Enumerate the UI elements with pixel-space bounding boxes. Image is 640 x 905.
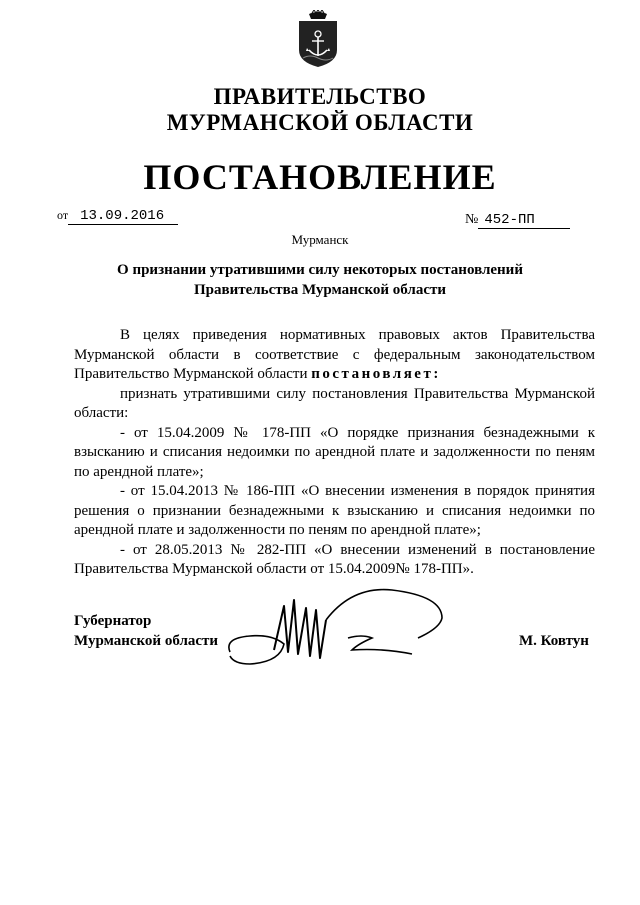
government-name-line1: ПРАВИТЕЛЬСТВО <box>213 84 427 109</box>
signatory-name: М. Ковтун <box>519 633 589 649</box>
repealed-item-2: - от 15.04.2013 № 186-ПП «О внесении изменения в порядок принятия решения о признании безнадежными к взысканию и списания недоимки по арендной плате и задолженности по пеням по арендной плате»; <box>74 483 595 538</box>
handwritten-signature <box>222 580 462 680</box>
resolves-word: постановляет: <box>311 366 441 382</box>
date-label: от <box>57 208 69 222</box>
number-label: № <box>465 212 479 227</box>
number-block <box>465 210 570 229</box>
document-date: 13.09.2016 <box>68 208 178 225</box>
signatory-title-line1: Губернатор <box>74 613 152 629</box>
repealed-item-3: - от 28.05.2013 № 282-ПП «О внесении изменений в постановление Правительства Мурманской области от 15.04.2009№ 178-ПП». <box>74 541 595 577</box>
preamble-text: В целях приведения нормативных правовых актов Правительства Мурманской области в соответствие с федеральным законодательством Правительство Мурманской области <box>74 327 595 382</box>
resolution-paragraph: признать утратившими силу постановления Правительства Мурманской области: <box>74 385 595 421</box>
subject-line1: О признании утратившими силу некоторых постановлений <box>117 262 523 278</box>
subject-line2: Правительства Мурманской области <box>193 282 447 298</box>
document-type-title: ПОСТАНОВЛЕНИЕ <box>143 157 497 197</box>
signatory-title-line2: Мурманской области <box>74 633 219 649</box>
coat-of-arms-emblem <box>295 10 341 68</box>
document-body <box>74 326 595 580</box>
document-subject <box>0 260 640 300</box>
signatory-title <box>74 611 218 651</box>
preamble-paragraph <box>74 326 595 385</box>
document-number: 452-ПП <box>478 212 570 229</box>
date-block <box>57 206 178 225</box>
government-name-line2: МУРМАНСКОЙ ОБЛАСТИ <box>166 110 474 135</box>
city-name: Мурманск <box>291 232 349 247</box>
repealed-item-1: - от 15.04.2009 № 178-ПП «О порядке признания безнадежными к взысканию и списания недоимки по арендной плате и задолженности по пеням по арендной плате»; <box>74 424 595 480</box>
